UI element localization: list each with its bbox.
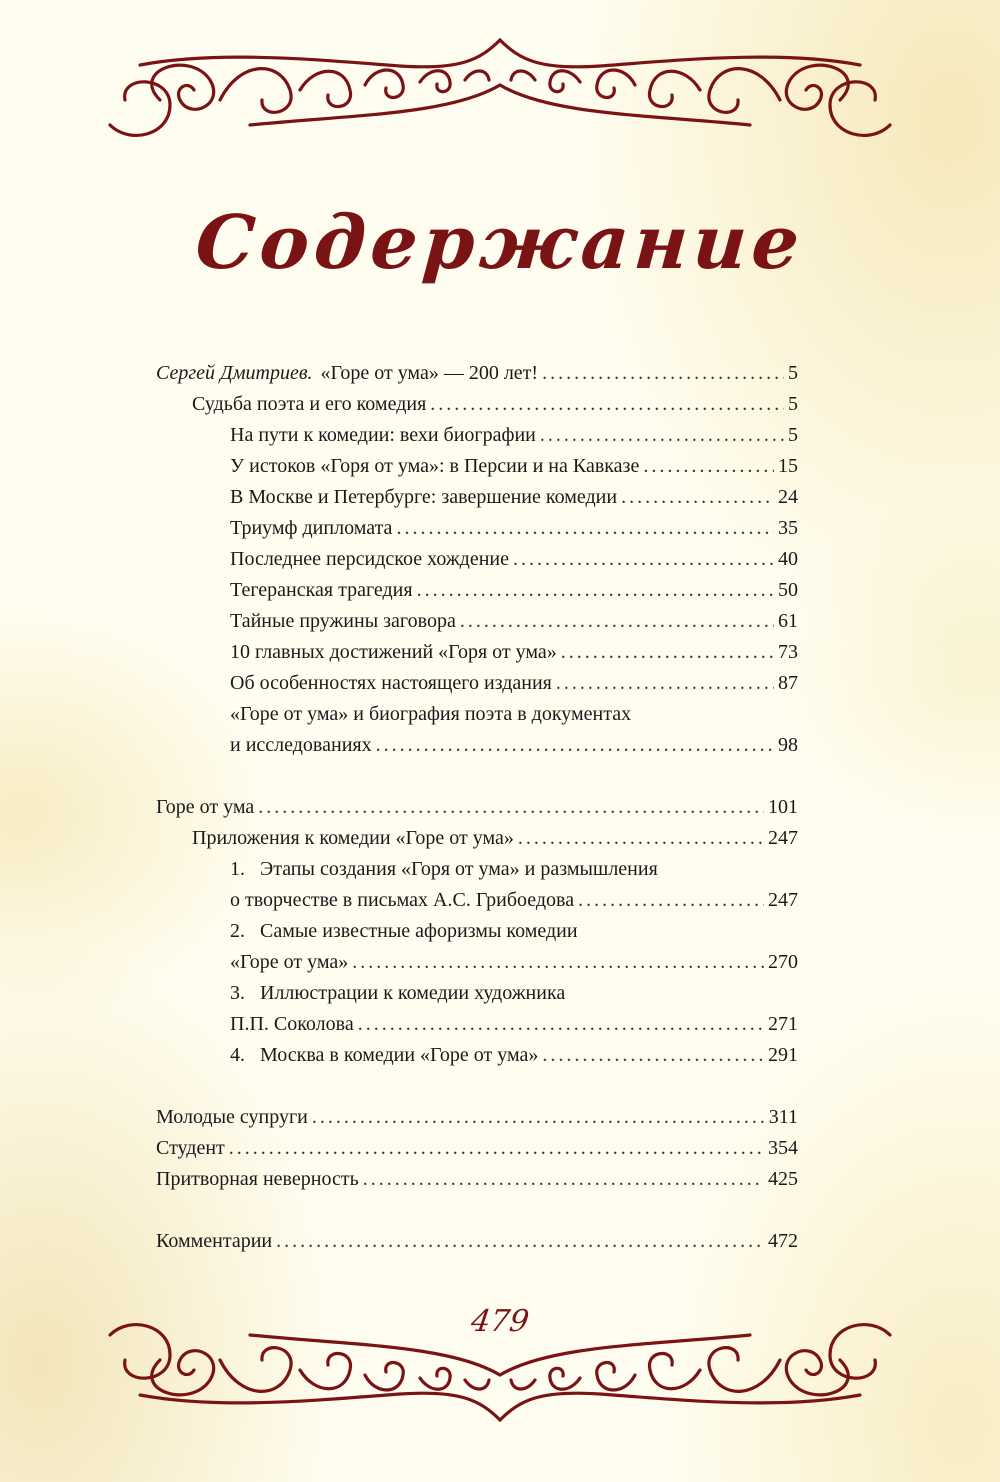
- toc-entry[interactable]: [156, 1164, 798, 1195]
- toc-entry-page: 73: [778, 641, 798, 663]
- toc-entry-title: Тегеранская трагедия: [230, 579, 413, 601]
- toc-entry[interactable]: [192, 389, 798, 420]
- toc-entry[interactable]: [230, 854, 798, 885]
- toc-entry-page: 291: [768, 1044, 798, 1066]
- toc-leader-dots: [229, 1133, 764, 1164]
- toc-entry-page: 101: [768, 796, 798, 818]
- toc-entry-page: 61: [778, 610, 798, 632]
- toc-entry-title: Притворная неверность: [156, 1168, 359, 1190]
- toc-leader-dots: [258, 792, 764, 823]
- toc-entry-page: 24: [778, 486, 798, 508]
- toc-leader-dots: [542, 1040, 764, 1071]
- toc-leader-dots: [578, 885, 764, 916]
- toc-entry[interactable]: [156, 1133, 798, 1164]
- toc-entry[interactable]: [156, 1102, 798, 1133]
- toc-entry[interactable]: [230, 637, 798, 668]
- section-gap: [156, 761, 798, 792]
- toc-entry-number: 1.: [230, 858, 245, 880]
- toc-entry-page: 5: [788, 424, 798, 446]
- toc-entry-page: 15: [778, 455, 798, 477]
- toc-entry-title: Судьба поэта и его комедия: [192, 393, 427, 415]
- toc-entry-title: Об особенностях настоящего издания: [230, 672, 552, 694]
- toc-leader-dots: [556, 668, 774, 699]
- toc-leader-dots: [276, 1226, 764, 1257]
- toc-entry-title: 10 главных достижений «Горя от ума»: [230, 641, 557, 663]
- toc-entry-title: В Москве и Петербурге: завершение комедии: [230, 486, 618, 508]
- toc-entry-page: 35: [778, 517, 798, 539]
- toc-entry-title: Последнее персидское хождение: [230, 548, 509, 570]
- toc-entry[interactable]: [230, 513, 798, 544]
- toc-entry[interactable]: [156, 358, 798, 389]
- toc-entry[interactable]: [230, 978, 798, 1009]
- section-gap: [156, 1195, 798, 1226]
- toc-entry[interactable]: [230, 544, 798, 575]
- toc-leader-dots: [518, 823, 764, 854]
- toc-entry-title: На пути к комедии: вехи биографии: [230, 424, 536, 446]
- toc-leader-dots: [363, 1164, 764, 1195]
- toc-entry-page: 87: [778, 672, 798, 694]
- toc-entry-page: 425: [768, 1168, 798, 1190]
- toc-entry-title-continued: П.П. Соколова: [230, 1013, 354, 1035]
- toc-entry-title: Студент: [156, 1137, 225, 1159]
- toc-entry-title: Иллюстрации к комедии художника: [260, 982, 566, 1004]
- page-title: Содержание: [193, 200, 807, 286]
- toc-entry[interactable]: [230, 699, 798, 730]
- toc-entry-page: 247: [768, 827, 798, 849]
- toc-leader-dots: [561, 637, 774, 668]
- toc-leader-dots: [396, 513, 774, 544]
- toc-entry-number: 2.: [230, 920, 245, 942]
- toc-entry-title: Комментарии: [156, 1230, 273, 1252]
- toc-entry[interactable]: [230, 606, 798, 637]
- toc-entry[interactable]: [192, 823, 798, 854]
- toc-entry-title: Триумф дипломата: [230, 517, 393, 539]
- toc-entry[interactable]: [230, 575, 798, 606]
- toc-entry-page: 5: [788, 393, 798, 415]
- toc-entry-title-continued: «Горе от ума»: [230, 951, 349, 973]
- toc-entry-page: 311: [768, 1106, 798, 1128]
- toc-leader-dots: [513, 544, 774, 575]
- toc-entry-page: 270: [768, 951, 798, 973]
- toc-entry[interactable]: [230, 451, 798, 482]
- toc-entry-page: 98: [778, 734, 798, 756]
- toc-entry-page: 40: [778, 548, 798, 570]
- toc-entry-title-continued: и исследованиях: [230, 734, 372, 756]
- toc-entry-number: 4.: [230, 1044, 245, 1066]
- toc-entry-title: «Горе от ума» и биография поэта в документах: [230, 703, 632, 725]
- toc-leader-dots: [542, 358, 784, 389]
- toc-entry-page: 354: [768, 1137, 798, 1159]
- toc-leader-dots: [621, 482, 774, 513]
- toc-entry-number: 3.: [230, 982, 245, 1004]
- toc-leader-dots: [643, 451, 774, 482]
- toc-entry-author: Сергей Дмитриев.: [156, 362, 313, 384]
- toc-entry-title: Молодые супруги: [156, 1106, 308, 1128]
- toc-entry-page: 5: [788, 362, 798, 384]
- bottom-ornament-icon: [100, 1320, 900, 1430]
- toc-entry-continued[interactable]: [230, 885, 798, 916]
- toc-entry[interactable]: [230, 668, 798, 699]
- toc-entry-title: Москва в комедии «Горе от ума»: [260, 1044, 539, 1066]
- toc-leader-dots: [417, 575, 774, 606]
- toc-leader-dots: [460, 606, 774, 637]
- toc-leader-dots: [358, 1009, 764, 1040]
- toc-entry[interactable]: [230, 420, 798, 451]
- toc-entry-page: 472: [768, 1230, 798, 1252]
- toc-entry-continued[interactable]: [230, 730, 798, 761]
- section-gap: [156, 1071, 798, 1102]
- toc-entry-title: У истоков «Горя от ума»: в Персии и на Кавказе: [230, 455, 640, 477]
- table-of-contents: [156, 358, 798, 1257]
- toc-entry-title: Этапы создания «Горя от ума» и размышления: [260, 858, 658, 880]
- toc-entry[interactable]: [230, 482, 798, 513]
- toc-entry-title: Тайные пружины заговора: [230, 610, 456, 632]
- toc-leader-dots: [540, 420, 784, 451]
- toc-entry-page: 271: [768, 1013, 798, 1035]
- toc-leader-dots: [376, 730, 774, 761]
- toc-leader-dots: [430, 389, 784, 420]
- toc-entry-continued[interactable]: [230, 1009, 798, 1040]
- toc-entry[interactable]: [230, 916, 798, 947]
- page-number: 479: [468, 1304, 532, 1339]
- toc-entry-title: Самые известные афоризмы комедии: [260, 920, 578, 942]
- toc-entry[interactable]: [156, 792, 798, 823]
- toc-entry-title-continued: о творчестве в письмах А.С. Грибоедова: [230, 889, 575, 911]
- toc-entry-title: Приложения к комедии «Горе от ума»: [192, 827, 514, 849]
- toc-entry-title: Горе от ума: [156, 796, 255, 818]
- toc-entry[interactable]: [156, 1226, 798, 1257]
- top-ornament-icon: [100, 30, 900, 140]
- toc-entry[interactable]: [230, 1040, 798, 1071]
- toc-leader-dots: [312, 1102, 765, 1133]
- toc-entry-page: 247: [768, 889, 798, 911]
- toc-leader-dots: [352, 947, 764, 978]
- toc-entry-title: «Горе от ума» — 200 лет!: [320, 362, 539, 384]
- toc-entry-continued[interactable]: [230, 947, 798, 978]
- toc-entry-page: 50: [778, 579, 798, 601]
